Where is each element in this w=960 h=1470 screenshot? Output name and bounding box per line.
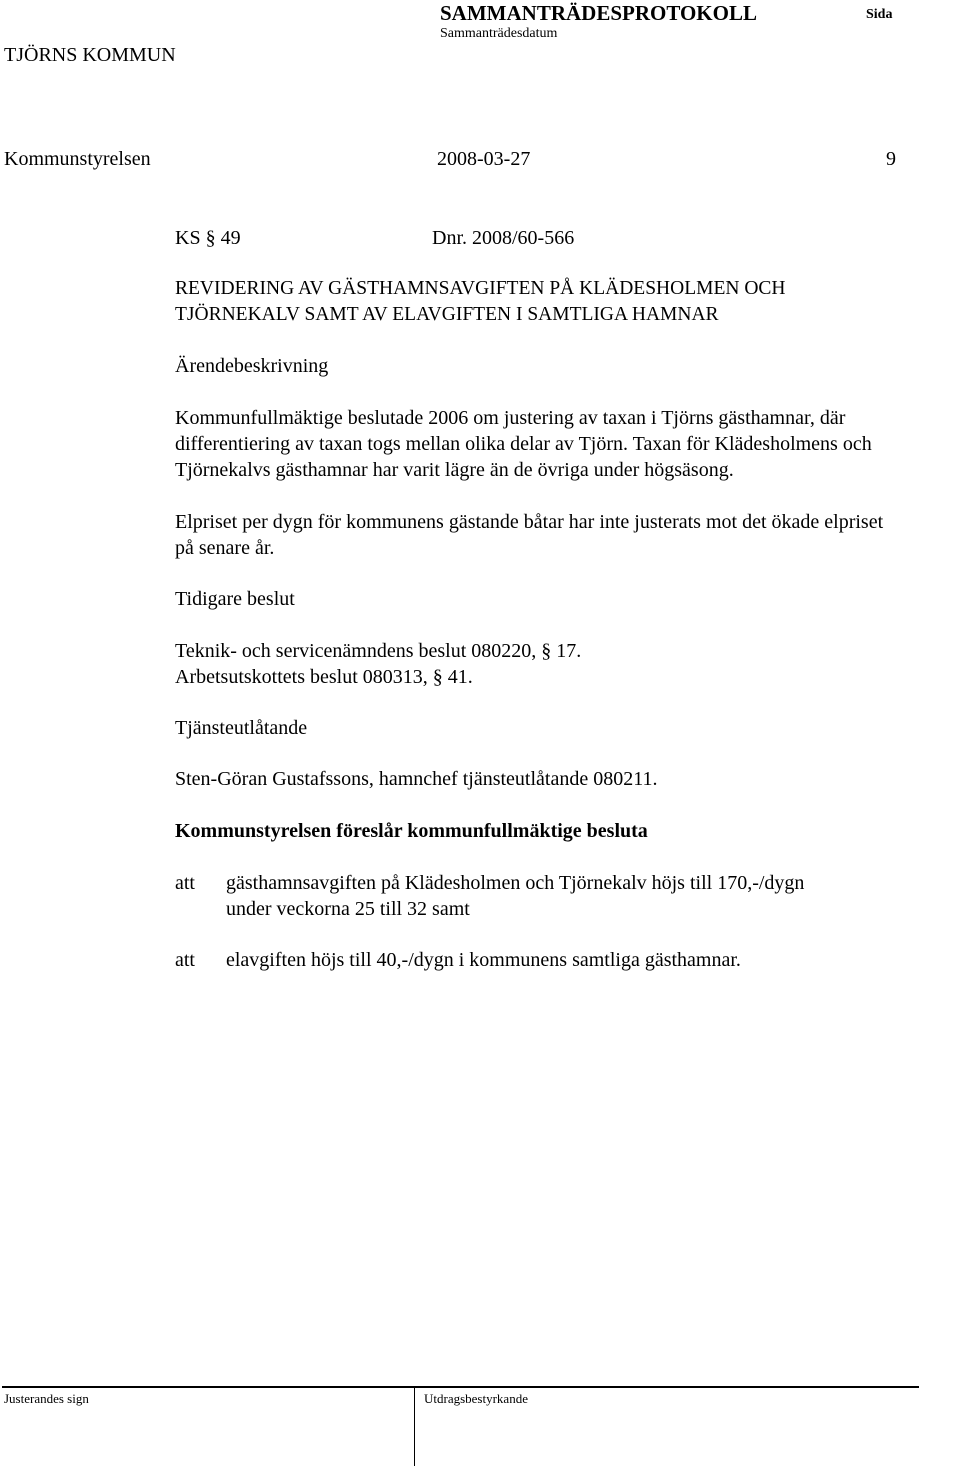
earlier-decision-2 [175, 667, 473, 687]
proposal-heading: Kommunstyrelsen föreslår kommunfullmäktige besluta [175, 820, 648, 842]
meeting-date-label: Sammanträdesdatum [440, 26, 558, 41]
case-ks [175, 228, 241, 248]
ks-label: KS [175, 227, 201, 249]
description-para1-line-1: Kommunfullmäktige beslutade 2006 om justering av taxan i Tjörns gästhamnar, där [175, 407, 846, 429]
earlier-decision-1 [175, 641, 581, 661]
proposal-item-1-line-1: gästhamnsavgiften på Klädesholmen och Tjörnekalv höjs till 170,-/dygn [226, 872, 805, 894]
earlier-decision-2-text: Arbetsutskottets beslut 080313, [175, 666, 428, 688]
section-symbol: § [432, 666, 443, 688]
official-report-heading: Tjänsteutlåtande [175, 717, 308, 739]
earlier-decisions-heading: Tidigare beslut [175, 588, 295, 610]
footer-divider [414, 1386, 415, 1466]
description-para2-line-1: Elpriset per dygn för kommunens gästande båtar har inte justerats mot det ökade elpriset [175, 511, 884, 533]
meeting-date: 2008-03-27 [437, 148, 531, 170]
proposal-item-2-line-1: elavgiften höjs till 40,-/dygn i kommunens samtliga gästhamnar. [226, 949, 741, 971]
page-number: 9 [886, 148, 896, 170]
proposal-item-2-prefix: att [175, 949, 195, 971]
case-title-line-2: TJÖRNEKALV SAMT AV ELAVGIFTEN I SAMTLIGA HAMNAR [175, 304, 719, 325]
description-para2-line-2: på senare år. [175, 537, 275, 559]
footer-sign-label: Justerandes sign [4, 1391, 89, 1406]
section-symbol: § [541, 640, 552, 662]
description-para1-line-2: differentiering av taxan togs mellan olika delar av Tjörn. Taxan för Klädesholmens och [175, 433, 872, 455]
description-para1-line-3: Tjörnekalvs gästhamnar har varit lägre än de övriga under högsäsong. [175, 459, 734, 481]
footer-rule [2, 1386, 919, 1388]
case-title-line-1: REVIDERING AV GÄSTHAMNSAVGIFTEN PÅ KLÄDESHOLMEN OCH [175, 278, 786, 299]
body-name: Kommunstyrelsen [4, 148, 151, 170]
earlier-decision-1-ref: 17. [556, 640, 582, 662]
protocol-title: SAMMANTRÄDESPROTOKOLL [440, 1, 757, 25]
proposal-item-1-line-2: under veckorna 25 till 32 samt [226, 898, 470, 920]
earlier-decision-2-ref: 41. [447, 666, 473, 688]
earlier-decision-1-text: Teknik- och servicenämndens beslut 080220, [175, 640, 537, 662]
footer-certified-label: Utdragsbestyrkande [424, 1391, 528, 1406]
proposal-item-1-prefix: att [175, 872, 195, 894]
official-report-text: Sten-Göran Gustafssons, hamnchef tjänsteutlåtande 080211. [175, 768, 658, 790]
page-label: Sida [866, 7, 893, 22]
description-heading: Ärendebeskrivning [175, 355, 329, 377]
section-symbol: § [205, 227, 216, 249]
ks-number: 49 [220, 227, 241, 249]
municipality-name: TJÖRNS KOMMUN [4, 44, 176, 66]
dnr: Dnr. 2008/60-566 [432, 227, 575, 249]
